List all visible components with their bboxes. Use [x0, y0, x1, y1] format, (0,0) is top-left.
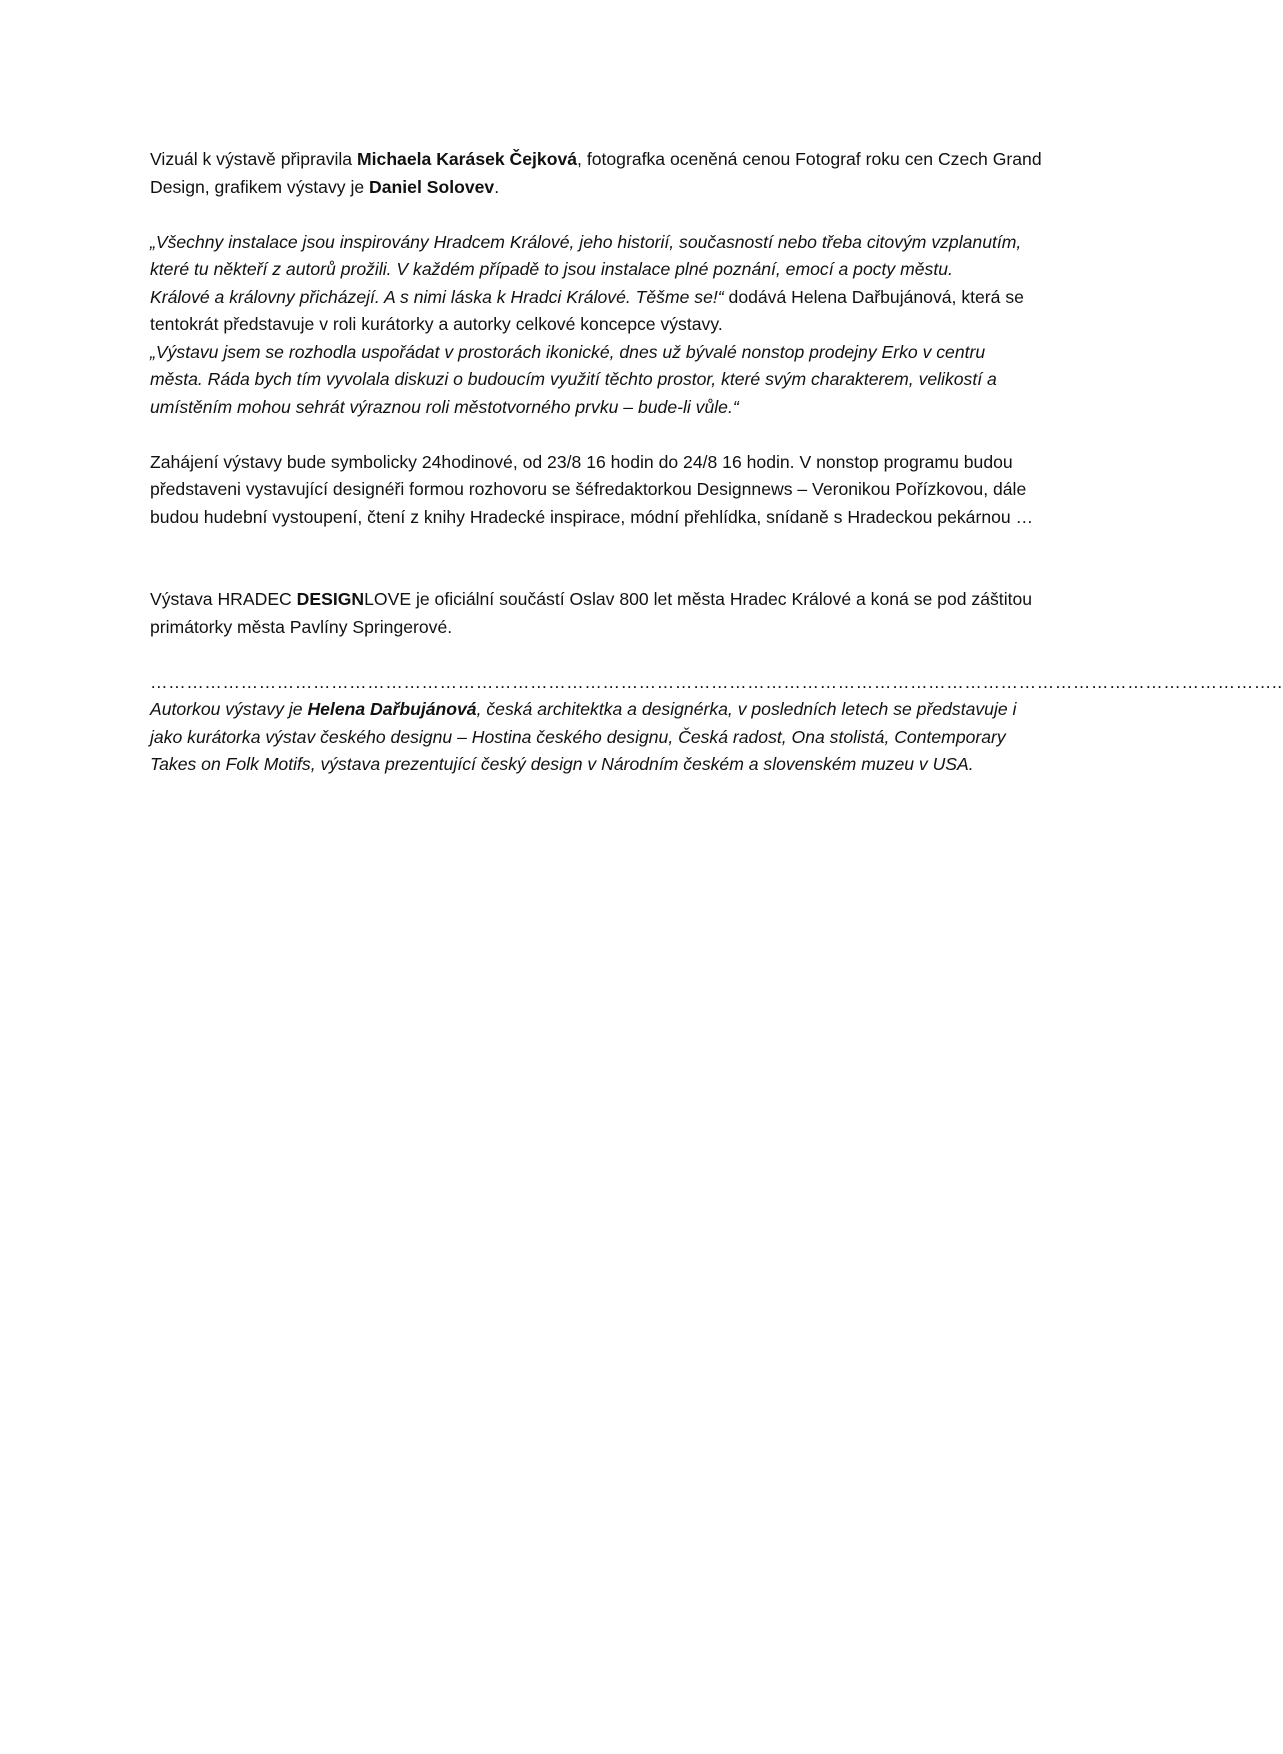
quote-span: Králové a královny přicházejí. A s nimi láska k Hradci Králové. Těšme se!“ — [150, 286, 724, 307]
quote-line: „Všechny instalace jsou inspirovány Hradcem Králové, jeho historií, současností nebo třeba citovým vzplanutím, — [150, 231, 1022, 252]
author-name: Helena Dařbujánová — [307, 699, 477, 719]
paragraph-author — [150, 696, 1100, 779]
design-highlight: DESIGN — [296, 589, 365, 609]
text-span: Autorkou výstavy je — [150, 699, 308, 719]
quote-line: které tu někteří z autorů prožili. V každém případě to jsou instalace plné poznání, emocí a pocty městu. — [150, 259, 953, 279]
paragraph-quotes — [150, 229, 1100, 422]
dotted-separator: …………………………………………………………………………………………………………………………………………………………………….. — [150, 671, 1283, 692]
paragraph-opening — [150, 449, 1100, 532]
text-line: představeni vystavující designéři formou rozhovoru se šéfredaktorkou Designnews – Veronikou Pořízkovou, dále — [150, 479, 1027, 499]
text-line — [150, 696, 1100, 724]
text-span: Výstava HRADEC — [150, 589, 297, 609]
text-line: tentokrát představuje v roli kurátorky a autorky celkové koncepce výstavy. — [150, 314, 723, 334]
text-span: Design, grafikem výstavy je — [150, 176, 370, 197]
text-line — [150, 586, 1100, 614]
text-span: , česká architektka a designérka, v posledních letech se představuje i — [476, 699, 1017, 719]
text-line: Takes on Folk Motifs, výstava prezentující český design v Národním českém a slovenském muzeu v USA. — [150, 754, 974, 774]
text-line — [150, 146, 1100, 174]
text-line — [150, 284, 1100, 312]
quote-line: „Výstavu jsem se rozhodla uspořádat v prostorách ikonické, dnes už bývalé nonstop prodejny Erko v centru — [150, 341, 986, 362]
text-line: jako kurátorka výstav českého designu – Hostina českého designu, Česká radost, Ona stolistá, Contemporary — [150, 726, 1006, 747]
text-line: Zahájení výstavy bude symbolicky 24hodinové, od 23/8 16 hodin do 24/8 16 hodin. V nonstop programu budou — [150, 451, 1013, 472]
text-span: Vizuál k výstavě připravila — [150, 149, 357, 169]
text-line — [150, 174, 1100, 202]
paragraph-credits — [150, 146, 1100, 201]
text-line: budou hudební vystoupení, čtení z knihy Hradecké inspirace, módní přehlídka, snídaně s Hradeckou pekárnou … — [150, 506, 1034, 527]
paragraph-official — [150, 586, 1100, 641]
photographer-name: Michaela Karásek Čejková — [356, 149, 578, 169]
text-line: primátorky města Pavlíny Springerové. — [150, 616, 453, 637]
text-span: LOVE je oficiální součástí Oslav 800 let města Hradec Králové a koná se pod záštitou — [364, 589, 1033, 609]
text-span: , fotografka oceněná cenou Fotograf roku cen Czech Grand — [577, 149, 1042, 169]
text-span: . — [494, 176, 500, 197]
quote-line: města. Ráda bych tím vyvolala diskuzi o budoucím využití těchto prostor, které svým charakterem, velikostí a — [150, 369, 997, 389]
text-span: dodává Helena Dařbujánová, která se — [723, 286, 1024, 307]
quote-line: umístěním mohou sehrát výraznou roli městotvorného prvku – bude-li vůle.“ — [150, 396, 739, 417]
document-page — [150, 146, 1283, 779]
graphic-designer-name: Daniel Solovev — [369, 176, 495, 197]
